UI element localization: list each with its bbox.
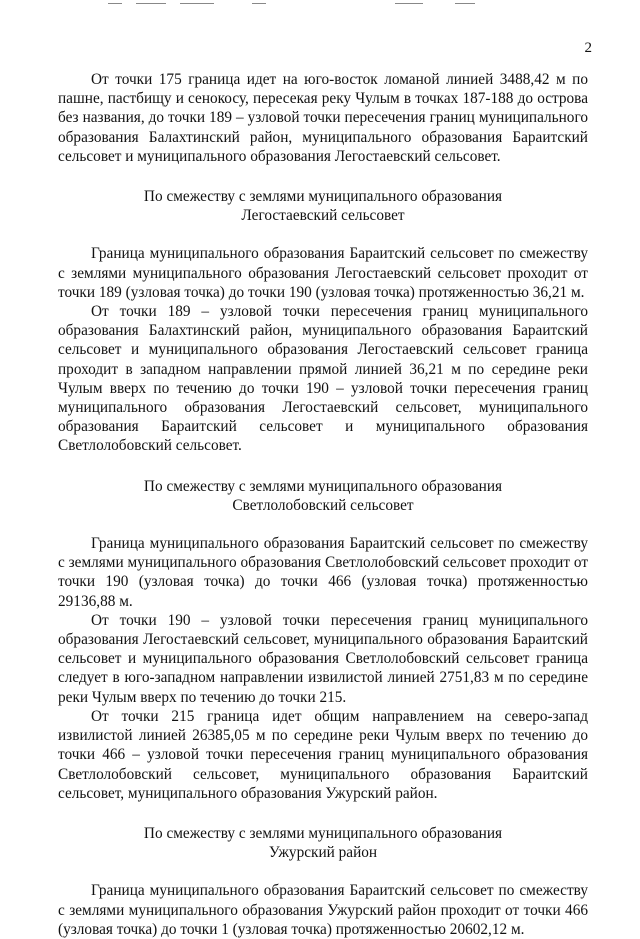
paragraph-point-190: От точки 190 – узловой точки пересечения границ муниципального образования Легостаевский сельсовет, муниципального образования Бараитский сельсовет и муниципального образования Светлолобовский сельсовет граница следует в юго-западном направлении извилистой линией 2751,83 м по середине реки Чулым вверх по течению до точки 215. xyxy=(58,611,588,706)
heading-line: Ужурский район xyxy=(268,844,378,862)
heading-line: По смежеству с землями муниципального образования xyxy=(143,824,503,842)
paragraph-point-189: От точки 189 – узловой точки пересечения границ муниципального образования Балахтинский район, муниципального образования Бараитский сельсовет и муниципального образования Легостаевский сельсовет граница проходит в западном направлении прямой линией 36,21 м по середине реки Чулым вверх по течению до точки 190 – узловой точки пересечения границ муниципального образования Легостаевский сельсовет, муниципального образования Бараитский сельсовет и муниципального образования Светлолобовский сельсовет. xyxy=(58,303,588,455)
page-number: 2 xyxy=(584,40,592,56)
paragraph-svetlolobovsky-border: Граница муниципального образования Бараитский сельсовет по смежеству с землями муниципального образования Светлолобовский сельсовет проходит от точки 190 (узловая точка) до точки 466 (узловая точка) протяженностью 29136,88 м. xyxy=(58,535,588,610)
heading-uzhursky xyxy=(58,824,588,862)
heading-legostaevsky xyxy=(58,187,588,225)
paragraph-legostaevsky-border: Граница муниципального образования Бараитский сельсовет по смежеству с землями муниципального образования Легостаевский сельсовет проходит от точки 189 (узловая точка) до точки 190 (узловая точка) протяженностью 36,21 м. xyxy=(58,245,588,301)
heading-line: Светлолобовский сельсовет xyxy=(232,496,414,514)
heading-line: По смежеству с землями муниципального образования xyxy=(143,188,503,206)
heading-line: Легостаевский сельсовет xyxy=(241,207,405,225)
paragraph-point-175: От точки 175 граница идет на юго-восток ломаной линией 3488,42 м по пашне, пастбищу и сенокосу, пересекая реку Чулым в точках 187-188 до острова без названия, до точки 189 – узловой точки пересечения границ муниципального образования Балахтинский район, муниципального образования Бараитский сельсовет и муниципального образования Легостаевский сельсовет. xyxy=(58,71,588,165)
scan-artifact-marks xyxy=(0,0,640,10)
paragraph-uzhursky-border: Граница муниципального образования Бараитский сельсовет по смежеству с землями муниципального образования Ужурский район проходит от точки 466 (узловая точка) до точки 1 (узловая точка) протяженностью 20602,12 м. xyxy=(58,882,588,938)
heading-svetlolobovsky xyxy=(58,477,588,515)
heading-line: По смежеству с землями муниципального образования xyxy=(143,477,503,495)
paragraph-point-215: От точки 215 граница идет общим направлением на северо-запад извилистой линией 26385,05 м по середине реки Чулым вверх по течению до точки 466 – узловой точки пересечения границ муниципального образования Светлолобовский сельсовет, муниципального образования Бараитский сельсовет, муниципального образования Ужурский район. xyxy=(58,707,588,802)
document-body xyxy=(58,70,588,939)
